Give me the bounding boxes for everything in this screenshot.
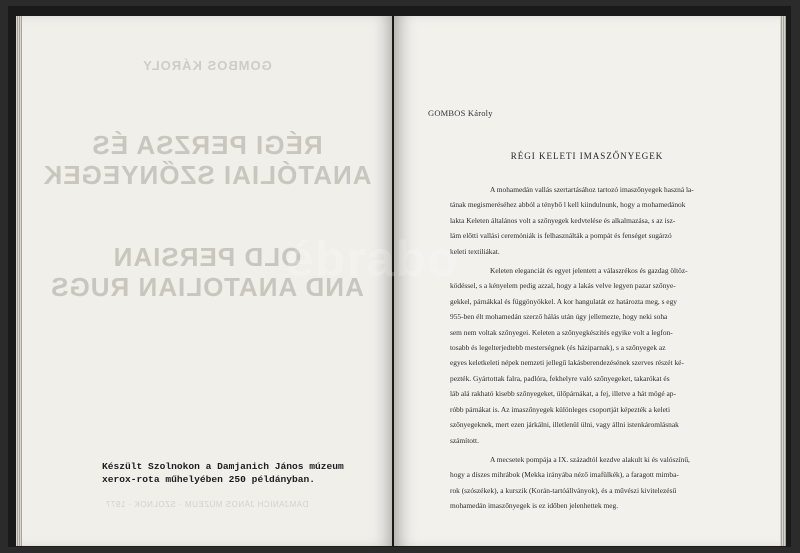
text-line: lakta Keleten általános volt a szőnyegek kedvtelése és alkalmazása, s az isz- — [450, 215, 676, 225]
text-line: rok (szószékek), a kurszik (Korán-tartóállványok), és a művészi kivitelezésű — [450, 485, 677, 495]
page-author: GOMBOS Károly — [428, 108, 493, 118]
ghost-footer: DAMJANICH JÁNOS MÚZEUM · SZOLNOK · 1977 — [105, 500, 309, 509]
text-line: számított. — [450, 435, 479, 445]
text-line: ködéssel, s a kényelem pedig azzal, hogy a lakás velve legyen pazar szőnye- — [450, 281, 676, 291]
colophon — [102, 460, 392, 486]
colophon-line: Készült Szolnokon a Damjanich János múzeum — [102, 461, 344, 472]
text-line: róbb párnákat is. Az imaszőnyegek különleges csoportját képezték a keleti — [450, 404, 671, 414]
body-text — [450, 182, 766, 514]
text-line: keleti textiliákat. — [450, 246, 500, 256]
watermark: ébrabo — [286, 231, 459, 287]
text-line: láb alá rakható kisebb szőnyegeket, ülőpárnákat, a fej, illetve a hát mögé ap- — [450, 389, 676, 399]
text-line: hogy a díszes mihrábok (Mekka irányába néző imafülkék), a faragott mimba- — [450, 470, 679, 480]
text-line: egyes keletkeleti népek nemzeti jellegű lakásberendezésének szerves részét ké- — [450, 358, 684, 368]
text-line: pezték. Gyártottak falra, padlóra, fekhelyre való szőnyegeket, takarókat és — [450, 373, 670, 383]
page-title: RÉGI KELETI IMASZŐNYEGEK — [510, 151, 664, 161]
text-line: A mohamedán vallás szertartásához tartozó imaszőnyegek haszná la- — [490, 185, 694, 194]
text-line: tosabb és legelterjedtebb mesterségnek (és háziparnak), s a szőnyegek az — [450, 343, 666, 353]
ghost-author: GOMBOS KÁROLY — [142, 58, 272, 73]
ghost-title-line: OLD PERSIAN — [112, 242, 302, 272]
text-line: sem nem voltak szőnyegei. Keleten a szőnyegkészítés egyike volt a legfon- — [450, 327, 673, 337]
ghost-title-line: RÉGI PERZSA ÉS — [91, 130, 323, 160]
text-line: tának megismeréséhez abból a ténybő l kell kiindulnunk, hogy a mohamedánok — [450, 200, 686, 210]
colophon-line: xerox-rota műhelyében 250 példányban. — [102, 474, 316, 485]
text-line: A mecsetek pompája a IX. századtól kezdve alakult ki és valószínű, — [490, 454, 690, 464]
text-line: gekkel, párnákkal és függönyökkel. A kor hangulatát ez határozta meg, s egy — [450, 296, 677, 306]
ghost-title-line: AND ANATOLIAN RUGS — [50, 272, 364, 302]
text-line: 955-ben élt mohamedán szerző hálás után úgy jellemezte, hogy neki soha — [450, 312, 668, 322]
ghost-title-line: ANATÓLIAI SZŐNYEGEK — [42, 160, 372, 190]
text-line: Keleten eleganciát és egyet jelentett a válaszrékos és gazdag öltöz- — [490, 266, 688, 276]
text-line: szőnyegeknek, mert ezen járkálni, illetlenül ülni, vagy állni istenkáromlásnak — [450, 420, 679, 430]
text-line: mohamedán imaszőnyegek is ez időben jelenhettek meg. — [450, 501, 619, 511]
text-line: lám előtti vallási ceremóniák is felhasználták a pompát és fenséget sugárzó — [450, 231, 672, 241]
right-page-edge — [780, 16, 786, 546]
